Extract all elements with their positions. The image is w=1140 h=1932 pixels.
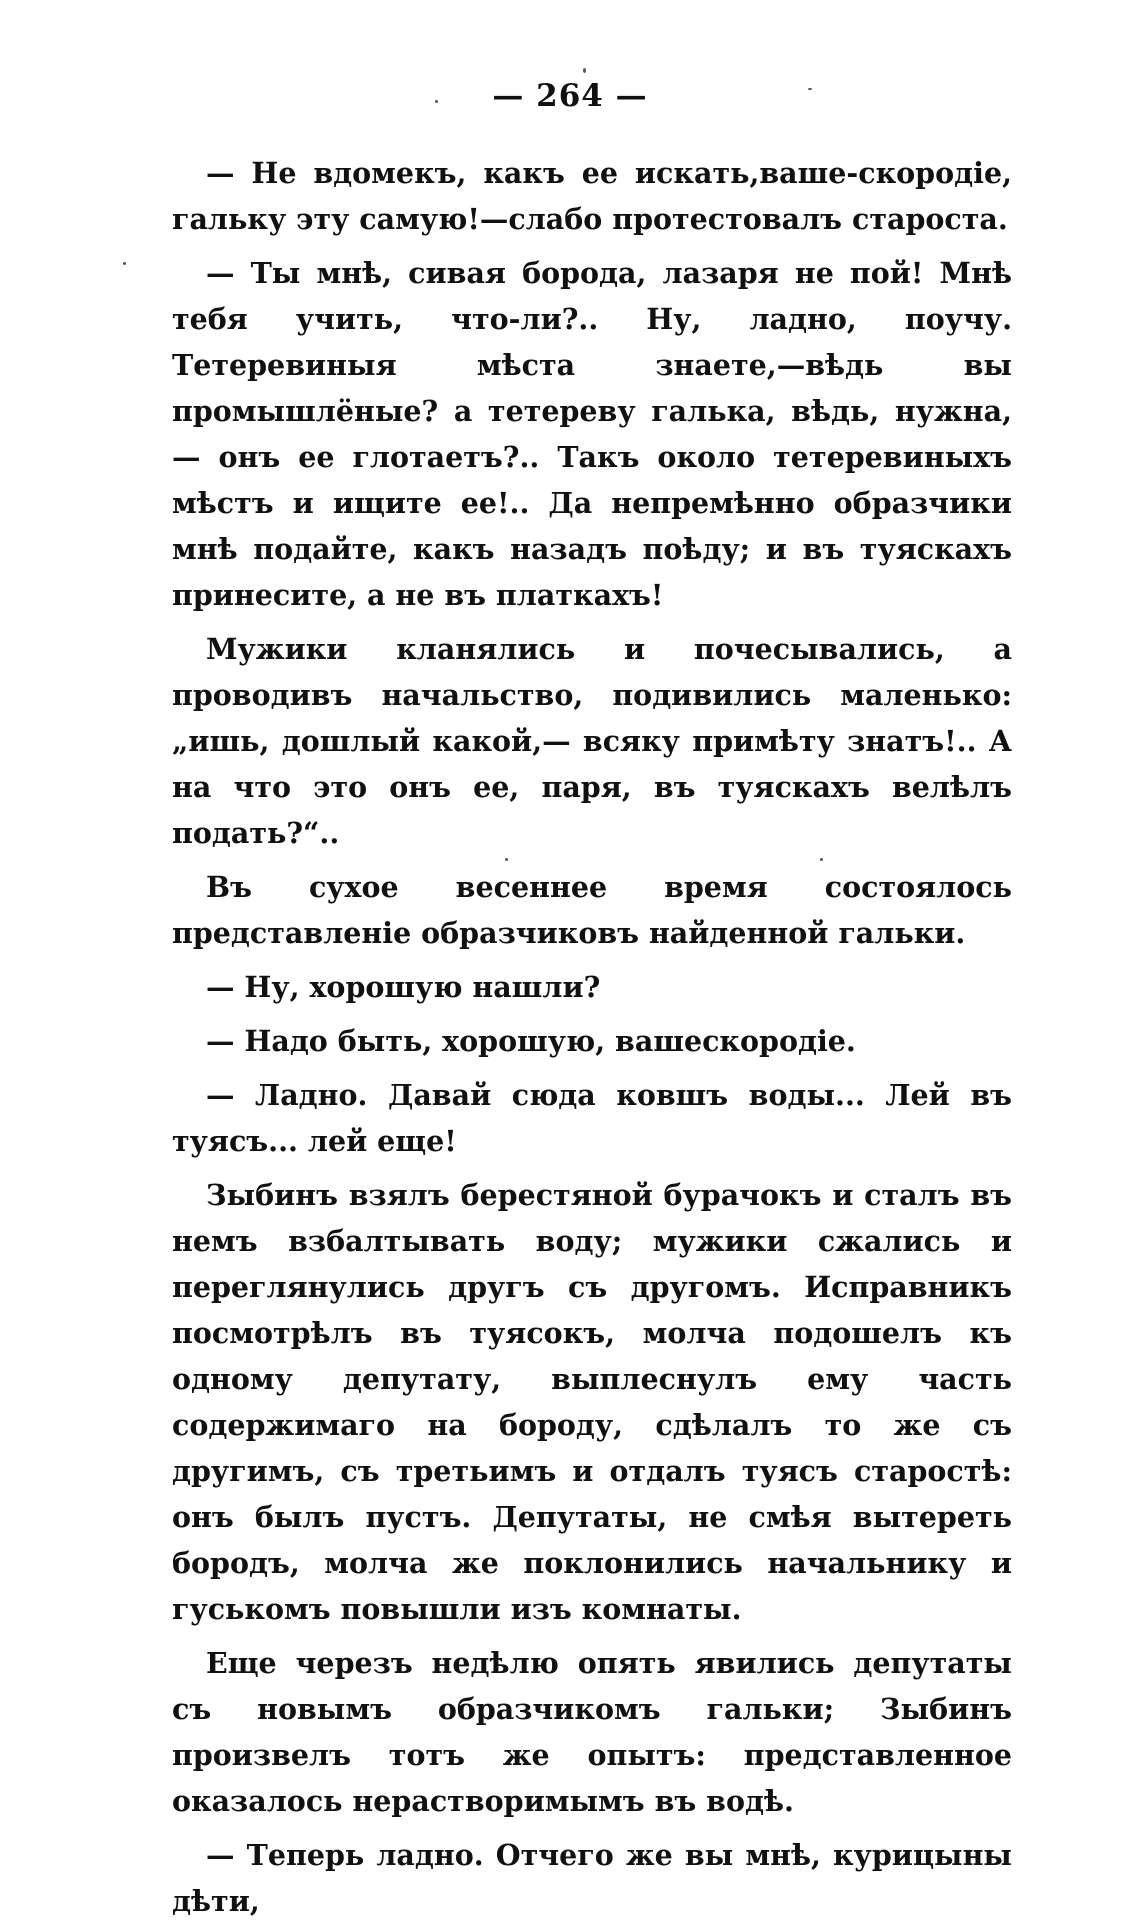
paragraph: Въ сухое весеннее время состоялось представленіе образчиковъ найденной гальки. [172,870,1012,950]
paragraph: Зыбинъ взялъ берестяной бурачокъ и сталъ въ немъ взбалтывать воду; мужики сжались и переглянулись другъ съ другомъ. Исправникъ посмотрѣлъ въ туясокъ, молча подошелъ къ одному депутату, выплеснулъ ему часть содержимаго на бороду, сдѣлалъ то же съ другимъ, съ третьимъ и отдалъ туясъ старостѣ: онъ былъ пустъ. Депутаты, не смѣя вытереть бородъ, молча же поклонились начальнику и гуськомъ повышли изъ комнаты. [172,1178,1012,1626]
paragraph: — Надо быть, хорошую, вашескородіе. [206,1024,856,1058]
scan-speck [808,88,812,90]
paragraph: Мужики кланялись и почесывались, а проводивъ начальство, подивились маленько: „ишь, дошлый какой,— всяку примѣту знатъ!.. А на что это онъ ее, паря, въ туяскахъ велѣлъ подать?“.. [172,632,1012,850]
scan-speck [435,100,438,103]
paragraph: — Ты мнѣ, сивая борода, лазаря не пой! Мнѣ тебя учить, что-ли?.. Ну, ладно, поучу. Тетеревиныя мѣста знаете,—вѣдь вы промышлёные? а тетереву галька, вѣдь, нужна, — онъ ее глотаетъ?.. Такъ около тетеревиныхъ мѣстъ и ищите ее!.. Да непремѣнно образчики мнѣ подайте, какъ назадъ поѣду; и въ туяскахъ принесите, а не въ платкахъ! [172,256,1012,612]
paragraph: — Не вдомекъ, какъ ее искать,ваше-скородіе, гальку эту самую!—слабо протестовалъ староста. [172,156,1012,236]
scan-speck [583,68,586,73]
paragraph: Еще черезъ недѣлю опять явились депутаты съ новымъ образчикомъ гальки; Зыбинъ произвелъ тотъ же опытъ: представленное оказалось нерастворимымъ въ водѣ. [172,1646,1012,1818]
paragraph: — Ладно. Давай сюда ковшъ воды... Лей въ туясъ... лей еще! [172,1078,1012,1158]
paragraph: — Ну, хорошую нашли? [206,970,601,1004]
scan-speck [123,262,126,265]
page-number: — 264 — [492,78,648,114]
paragraph: — Теперь ладно. Отчего же вы мнѣ, курицыны дѣти, [172,1838,1012,1918]
body-text [172,150,1012,1932]
